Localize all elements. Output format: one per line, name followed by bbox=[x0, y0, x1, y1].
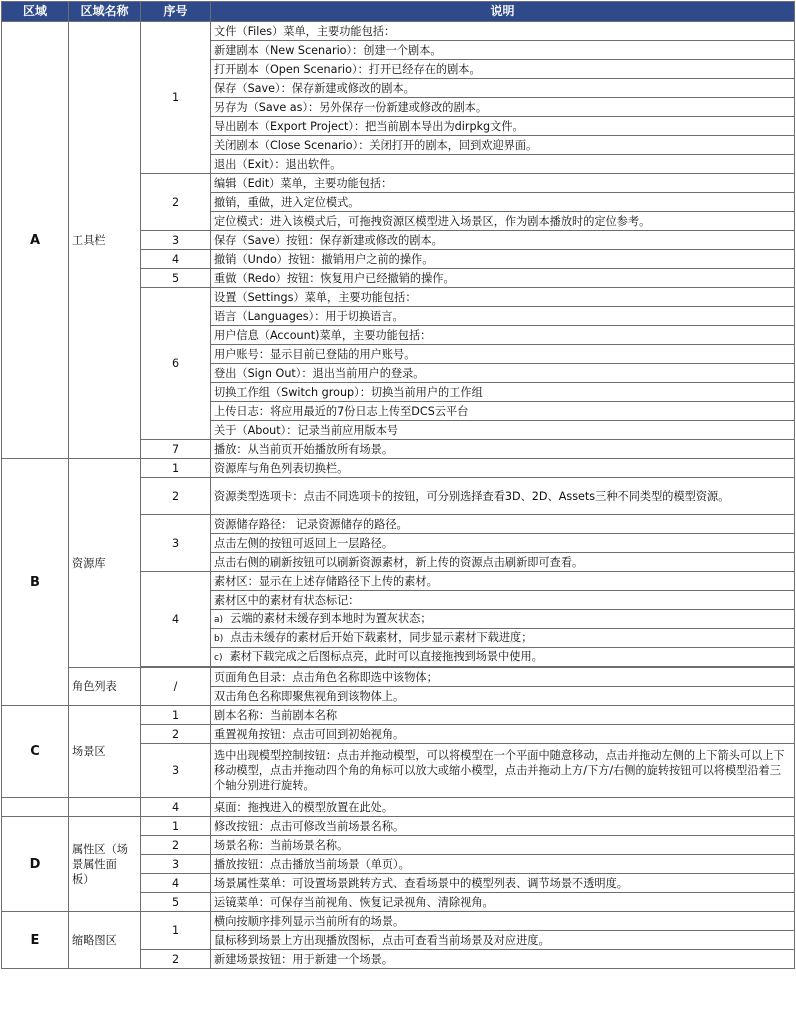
area-name-c: 场景区 bbox=[69, 706, 141, 798]
area-name-role-list: 角色列表 bbox=[69, 668, 141, 706]
row-index: 7 bbox=[141, 440, 211, 459]
area-code-d: D bbox=[2, 817, 69, 912]
row-index: 4 bbox=[141, 874, 211, 893]
row-desc: 资源储存路径： 记录资源储存的路径。 bbox=[211, 515, 795, 534]
row-index: 3 bbox=[141, 231, 211, 250]
row-desc: 另存为（Save as）：另外保存一份新建或修改的剧本。 bbox=[211, 98, 795, 117]
list-marker: c) bbox=[214, 652, 223, 663]
row-index: 4 bbox=[141, 572, 211, 667]
row-desc: 用户账号：显示目前已登陆的用户账号。 bbox=[211, 345, 795, 364]
row-index: 3 bbox=[141, 855, 211, 874]
row-desc: 设置（Settings）菜单，主要功能包括： bbox=[211, 288, 795, 307]
header-area: 区域 bbox=[2, 2, 69, 22]
row-desc: 场景属性菜单：可设置场景跳转方式、查看场景中的模型列表、调节场景不透明度。 bbox=[211, 874, 795, 893]
empty-cell bbox=[2, 798, 69, 817]
row-desc: 保存（Save）：保存新建或修改的剧本。 bbox=[211, 79, 795, 98]
row-index: 4 bbox=[141, 798, 211, 817]
row-desc: 双击角色名称即聚焦视角到该物体上。 bbox=[211, 687, 795, 706]
row-desc: 选中出现模型控制按钮：点击并拖动模型，可以将模型在一个平面中随意移动，点击并拖动左侧的上下箭头可以上下移动模型，点击并拖动四个角的角标可以放大或缩小模型，点击并拖动上方/下方/右侧的旋转按钮可以将模型沿着三个轴分别进行旋转。 bbox=[211, 744, 795, 798]
row-desc: 鼠标移到场景上方出现播放图标，点击可查看当前场景及对应进度。 bbox=[211, 931, 795, 950]
area-code-c: C bbox=[2, 706, 69, 798]
table-row bbox=[2, 912, 795, 931]
row-desc: 文件（Files）菜单，主要功能包括： bbox=[211, 22, 795, 41]
table-header bbox=[2, 2, 795, 22]
row-desc: 桌面：拖拽进入的模型放置在此处。 bbox=[211, 798, 795, 817]
row-desc: 撤销（Undo）按钮：撤销用户之前的操作。 bbox=[211, 250, 795, 269]
row-desc: 上传日志：将应用最近的7份日志上传至DCS云平台 bbox=[211, 402, 795, 421]
row-desc: 页面角色目录：点击角色名称即选中该物体； bbox=[211, 668, 795, 687]
row-index: 1 bbox=[141, 706, 211, 725]
row-desc: 关于（About）：记录当前应用版本号 bbox=[211, 421, 795, 440]
row-desc: 打开剧本（Open Scenario）：打开已经存在的剧本。 bbox=[211, 60, 795, 79]
row-desc: 用户信息（Account)菜单，主要功能包括： bbox=[211, 326, 795, 345]
header-name: 区域名称 bbox=[69, 2, 141, 22]
table-row bbox=[2, 817, 795, 836]
area-name-d: 属性区（场景属性面板） bbox=[69, 817, 141, 912]
row-index: 5 bbox=[141, 893, 211, 912]
row-desc: 新建剧本（New Scenario）：创建一个剧本。 bbox=[211, 41, 795, 60]
row-index: / bbox=[141, 668, 211, 706]
row-index: 2 bbox=[141, 725, 211, 744]
row-desc bbox=[211, 648, 795, 667]
row-index: 4 bbox=[141, 250, 211, 269]
area-name-a: 工具栏 bbox=[69, 22, 141, 459]
header-index: 序号 bbox=[141, 2, 211, 22]
row-desc: 新建场景按钮：用于新建一个场景。 bbox=[211, 950, 795, 969]
row-desc: 切换工作组（Switch group）：切换当前用户的工作组 bbox=[211, 383, 795, 402]
area-code-a: A bbox=[2, 22, 69, 459]
row-desc: 素材区：显示在上述存储路径下上传的素材。 bbox=[211, 572, 795, 591]
row-desc bbox=[211, 629, 795, 648]
table-row bbox=[2, 798, 795, 817]
row-desc: 资源类型选项卡：点击不同选项卡的按钮，可分别选择查看3D、2D、Assets三种不同类型的模型资源。 bbox=[211, 478, 795, 515]
row-desc: 横向按顺序排列显示当前所有的场景。 bbox=[211, 912, 795, 931]
table-row bbox=[2, 22, 795, 41]
row-index: 1 bbox=[141, 817, 211, 836]
header-desc: 说明 bbox=[211, 2, 795, 22]
row-desc: 撤销，重做，进入定位模式。 bbox=[211, 193, 795, 212]
row-index: 2 bbox=[141, 174, 211, 231]
row-index: 5 bbox=[141, 269, 211, 288]
row-desc: 运镜菜单：可保存当前视角、恢复记录视角、清除视角。 bbox=[211, 893, 795, 912]
row-desc: 导出剧本（Export Project）：把当前剧本导出为dirpkg文件。 bbox=[211, 117, 795, 136]
area-code-b: B bbox=[2, 459, 69, 706]
row-desc: 编辑（Edit）菜单，主要功能包括： bbox=[211, 174, 795, 193]
table-row bbox=[2, 459, 795, 478]
row-desc: 播放：从当前页开始播放所有场景。 bbox=[211, 440, 795, 459]
row-desc: 播放按钮：点击播放当前场景（单页）。 bbox=[211, 855, 795, 874]
list-text: 点击未缓存的素材后开始下载素材，同步显示素材下载进度； bbox=[230, 630, 533, 644]
row-index: 1 bbox=[141, 912, 211, 950]
row-desc: 剧本名称：当前剧本名称 bbox=[211, 706, 795, 725]
list-text: 云端的素材未缓存到本地时为置灰状态； bbox=[230, 611, 432, 625]
area-code-e: E bbox=[2, 912, 69, 969]
row-desc: 语言（Languages）：用于切换语言。 bbox=[211, 307, 795, 326]
row-desc: 资源库与角色列表切换栏。 bbox=[211, 459, 795, 478]
list-marker: b) bbox=[214, 633, 224, 644]
row-index: 2 bbox=[141, 478, 211, 515]
row-index: 6 bbox=[141, 288, 211, 440]
table-row bbox=[2, 706, 795, 725]
row-desc: 点击左侧的按钮可返回上一层路径。 bbox=[211, 534, 795, 553]
row-desc bbox=[211, 610, 795, 629]
function-table bbox=[1, 1, 795, 969]
row-desc: 点击右侧的刷新按钮可以刷新资源素材，新上传的资源点击刷新即可查看。 bbox=[211, 553, 795, 572]
row-index: 1 bbox=[141, 22, 211, 174]
area-name-b: 资源库 bbox=[69, 459, 141, 668]
row-desc: 重做（Redo）按钮：恢复用户已经撤销的操作。 bbox=[211, 269, 795, 288]
row-index: 3 bbox=[141, 515, 211, 572]
row-index: 2 bbox=[141, 950, 211, 969]
empty-cell bbox=[69, 798, 141, 817]
row-desc: 定位模式：进入该模式后，可拖拽资源区模型进入场景区，作为剧本播放时的定位参考。 bbox=[211, 212, 795, 231]
row-desc: 场景名称：当前场景名称。 bbox=[211, 836, 795, 855]
row-desc: 重置视角按钮：点击可回到初始视角。 bbox=[211, 725, 795, 744]
row-desc: 退出（Exit）：退出软件。 bbox=[211, 155, 795, 174]
row-index: 2 bbox=[141, 836, 211, 855]
table-row bbox=[2, 668, 795, 687]
row-index: 1 bbox=[141, 459, 211, 478]
area-name-e: 缩略图区 bbox=[69, 912, 141, 969]
list-marker: a) bbox=[214, 614, 224, 625]
row-desc: 关闭剧本（Close Scenario）：关闭打开的剧本，回到欢迎界面。 bbox=[211, 136, 795, 155]
row-desc: 素材区中的素材有状态标记： bbox=[211, 591, 795, 610]
row-index: 3 bbox=[141, 744, 211, 798]
list-text: 素材下载完成之后图标点亮，此时可以直接拖拽到场景中使用。 bbox=[229, 649, 543, 663]
row-desc: 登出（Sign Out）：退出当前用户的登录。 bbox=[211, 364, 795, 383]
row-desc: 修改按钮：点击可修改当前场景名称。 bbox=[211, 817, 795, 836]
row-desc: 保存（Save）按钮：保存新建或修改的剧本。 bbox=[211, 231, 795, 250]
